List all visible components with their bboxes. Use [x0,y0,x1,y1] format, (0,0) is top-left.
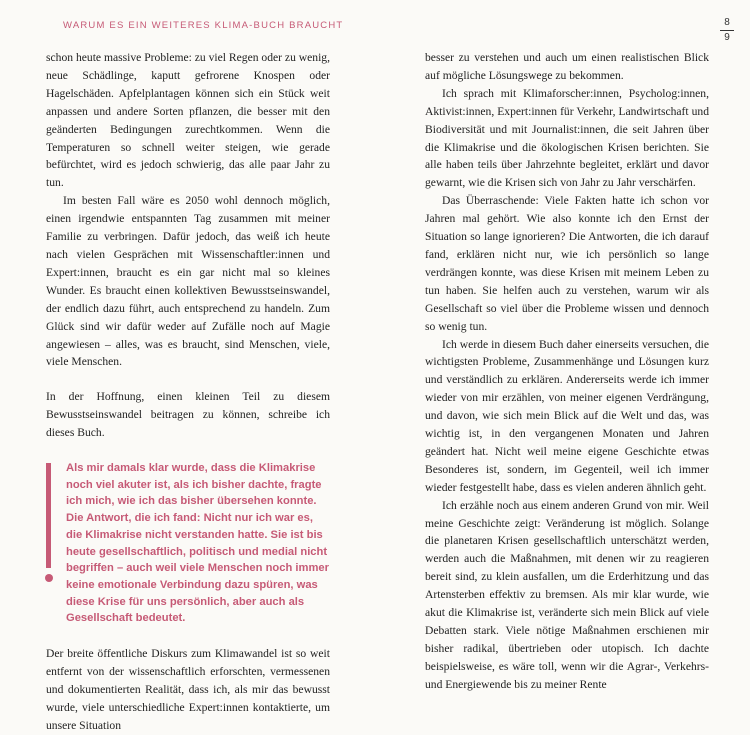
paragraph: Das Überraschende: Viele Fakten hatte ich schon vor Jahren mal gehört. Wie also konnte ich den Ernst der Situation so lange ignorieren? Die Antworten, die ich darauf fand, erklären nicht nur, wie ich persönlich so lange verdrängen konnte, was diese Krisen mit meinem Leben zu tun haben. Sie helfen auch zu verstehen, warum wir als Gesellschaft so viel über die Probleme wissen und dennoch so wenig tun. [425,194,709,333]
pull-quote-text: Als mir damals klar wurde, dass die Klimakrise noch viel akuter ist, als ich bisher dachte, fragte ich mich, wie ich das bisher übersehen konnte. Die Antwort, die ich fand: Nicht nur ich war es, die Klimakrise nicht verstanden hatte. Sie ist bis heute gesellschaftlich, politisch und medial nicht begriffen – auch weil viele Menschen noch immer keine emotionale Verbindung dazu spüren, was diese Krise für uns persönlich, aber auch als Gesellschaft bedeutet. [66,462,329,625]
page-number-right: 9 [724,32,730,43]
left-column [46,49,330,735]
paragraph: Im besten Fall wäre es 2050 wohl dennoch möglich, einen irgendwie entspannten Tag zusammen mit meiner Familie zu verbringen. Dafür jedoch, das weiß ich heute nach vielen Gesprächen mit Wissenschaftler:innen und Expert:innen, braucht es ein gar nicht mal so kleines Wunder. Es braucht einen kollektiven Bewusstseinswandel, der endlich dazu führt, auch entsprechend zu handeln. Zum Glück sind wir dafür weder auf Zufälle noch auf Magie angewiesen – alles, was es braucht, sind Menschen, viele, viele Menschen. [46,194,330,369]
paragraph: Ich werde in diesem Buch daher einerseits versuchen, die wichtigsten Probleme, Zusammenhänge und Lösungen kurz und verständlich zu erklären. Andererseits werde ich immer wieder von mir erzählen, von meiner eigenen Verdrängung, und davon, wie sich mein Blick auf die Welt und das, was wichtig ist, in den vergangenen Monaten und Jahren geändert hat. Nicht weil meine eigene Geschichte etwas Besonderes ist, sondern, im Gegenteil, weil ich immer wieder festgestellt habe, dass es vielen anderen ähnlich geht. [425,337,709,494]
page-number-divider [720,30,734,31]
paragraph: besser zu verstehen und auch um einen realistischen Blick auf mögliche Lösungswege zu bekommen. [425,51,709,82]
pull-quote [46,460,330,627]
quote-bar-icon [46,463,51,568]
paragraph: Ich sprach mit Klimaforscher:innen, Psycholog:innen, Aktivist:innen, Expert:innen für Verkehr, Landwirtschaft und Biodiversität und mit Journalist:innen, die seit Jahren über die Klimakrise und die ökologischen Krisen berichten. Sie alle haben teils über Jahrzehnte begleitet, erklärt und davor gewarnt, wie die Krisen sich von Jahr zu Jahr verschärfen. [425,86,709,190]
paragraph: Der breite öffentliche Diskurs zum Klimawandel ist so weit entfernt von der wissenschaftlich erforschten, vermessenen und dokumentierten Realität, dass ich, als mir das bewusst wurde, viele unterschiedliche Expert:innen kontaktierte, um unsere Situation [46,647,330,732]
page-number-left: 8 [724,17,730,28]
paragraph: In der Hoffnung, einen kleinen Teil zu diesem Bewusstseinswandel beitragen zu können, schreibe ich dieses Buch. [46,390,330,440]
running-header: WARUM ES EIN WEITERES KLIMA-BUCH BRAUCHT [63,20,344,31]
page-numbers [720,17,734,44]
right-column [425,49,709,694]
paragraph: Ich erzähle noch aus einem anderen Grund von mir. Weil meine Geschichte zeigt: Veränderung ist möglich. Solange die planetaren Krisen gesellschaftlich unterschätzt werden, werden auch die Maßnahmen, mit denen wir zu reagieren bereit sind, zu klein ausfallen, um die Erderhitzung und das Artensterben effektiv zu bremsen. Als mir klar wurde, wie akut die Klimakrise ist, veränderte sich mein Blick auf viele Debatten stark. Viele nötige Maßnahmen erschienen mir bisher radikal, übertrieben oder utopisch. Ich dachte beispielsweise, es wäre toll, wenn wir die Agrar-, Verkehrs- und Energiewende bis zu meiner Rente [425,498,709,691]
quote-dot-icon [45,574,53,582]
paragraph: schon heute massive Probleme: zu viel Regen oder zu wenig, neue Schädlinge, kaputt gefrorene Knospen oder Hagelschäden. Apfelplantagen können sich ein Stück weit anpassen und andere Sorten pflanzen, die besser mit den geänderten Bedingungen zurechtkommen. Wenn die Temperaturen so schnell weiter steigen, wie gerade befürchtet, wird es jedoch schwierig, das alle paar Jahr zu tun. [46,51,330,190]
